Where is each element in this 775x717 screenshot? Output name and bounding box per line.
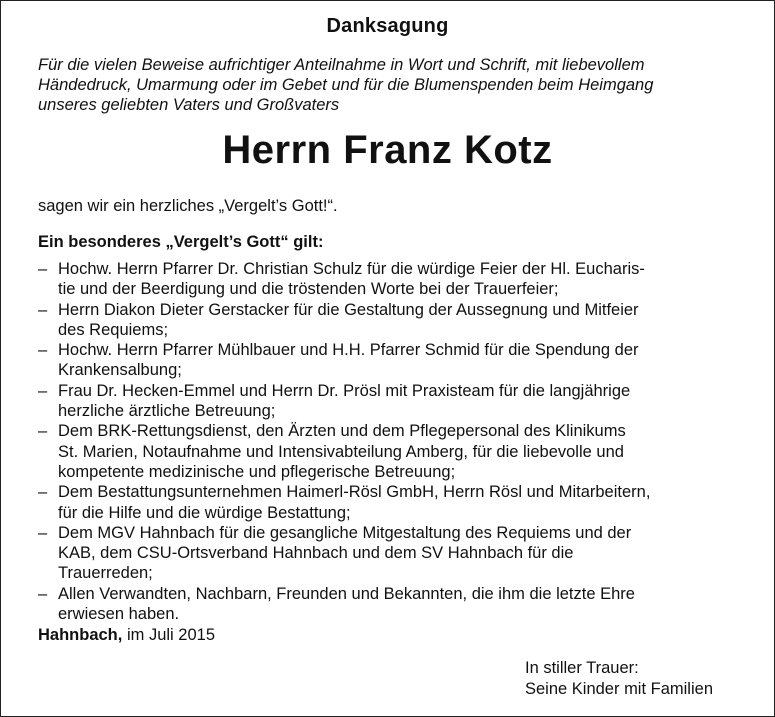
acknowledgement-item [38,523,748,584]
list-dash: – [38,483,48,502]
acknowledgement-line: St. Marien, Notaufnahme und Intensivabteilung Amberg, für die liebevolle und [58,442,624,461]
acknowledgement-item [38,482,748,523]
acknowledgement-item [38,584,748,625]
intro-line: Händedruck, Umarmung oder im Gebet und für die Blumenspenden beim Heimgang [38,76,654,94]
acknowledgement-item [38,259,748,300]
list-dash: – [38,341,48,360]
acknowledgement-line: Dem BRK-Rettungsdienst, den Ärzten und dem Pflegepersonal des Klinikums [58,422,626,441]
acknowledgement-line: des Requiems; [58,320,169,339]
intro-line: unseres geliebten Vaters und Großvaters [38,96,340,114]
acknowledgement-line: Frau Dr. Hecken-Emmel und Herrn Dr. Prösl mit Praxisteam für die langjährige [58,381,631,400]
signature-line: In stiller Trauer: [525,659,639,677]
special-thanks-heading: Ein besonderes „Vergelt’s Gott“ gilt: [38,233,324,251]
thanks-line: sagen wir ein herzliches „Vergelt’s Gott!“. [38,197,338,215]
acknowledgement-line: tie und der Beerdigung und die tröstenden Worte bei der Trauerfeier; [58,280,559,299]
acknowledgement-list [38,259,748,624]
list-dash: – [38,523,48,542]
list-dash: – [38,422,48,441]
acknowledgement-line: Trauerreden; [58,564,153,583]
place: Hahnbach, [38,626,123,644]
acknowledgement-line: herzliche ärztliche Betreuung; [58,402,276,421]
acknowledgement-item [38,300,748,341]
acknowledgement-line: Hochw. Herrn Pfarrer Dr. Christian Schulz für die würdige Feier der Hl. Eucharis- [58,260,645,278]
list-dash: – [38,584,48,603]
list-dash: – [38,381,48,400]
acknowledgement-line: KAB, dem CSU-Ortsverband Hahnbach und dem SV Hahnbach für die [58,544,574,563]
intro-line: Für die vielen Beweise aufrichtiger Anteilnahme in Wort und Schrift, mit liebevollem [38,56,645,74]
date: im Juli 2015 [126,626,215,644]
acknowledgement-line: erwiesen haben. [58,605,180,624]
acknowledgement-line: Allen Verwandten, Nachbarn, Freunden und Bekannten, die ihm die letzte Ehre [58,584,635,603]
list-dash: – [38,300,48,319]
acknowledgement-line: für die Hilfe und die würdige Bestattung; [58,503,351,522]
acknowledgement-line: Krankensalbung; [58,361,182,380]
acknowledgement-line: kompetente medizinische und pflegerische Betreuung; [58,462,456,481]
acknowledgement-line: Dem MGV Hahnbach für die gesangliche Mitgestaltung des Requiems und der [58,523,632,542]
list-dash: – [38,260,48,278]
place-and-date [38,626,215,645]
deceased-name: Herrn Franz Kotz [222,128,553,172]
notice-heading: Danksagung [326,15,449,37]
acknowledgement-line: Dem Bestattungsunternehmen Haimerl-Rösl GmbH, Herrn Rösl und Mitarbeitern, [58,483,651,502]
intro-text [38,55,758,115]
acknowledgement-item [38,381,748,422]
acknowledgement-item [38,421,748,482]
acknowledgement-line: Herrn Diakon Dieter Gerstacker für die Gestaltung der Aussegnung und Mitfeier [58,300,639,319]
acknowledgement-item [38,340,748,381]
signature-line: Seine Kinder mit Familien [525,680,713,698]
signature-block [525,658,713,700]
acknowledgement-line: Hochw. Herrn Pfarrer Mühlbauer und H.H. Pfarrer Schmid für die Spendung der [58,341,639,360]
